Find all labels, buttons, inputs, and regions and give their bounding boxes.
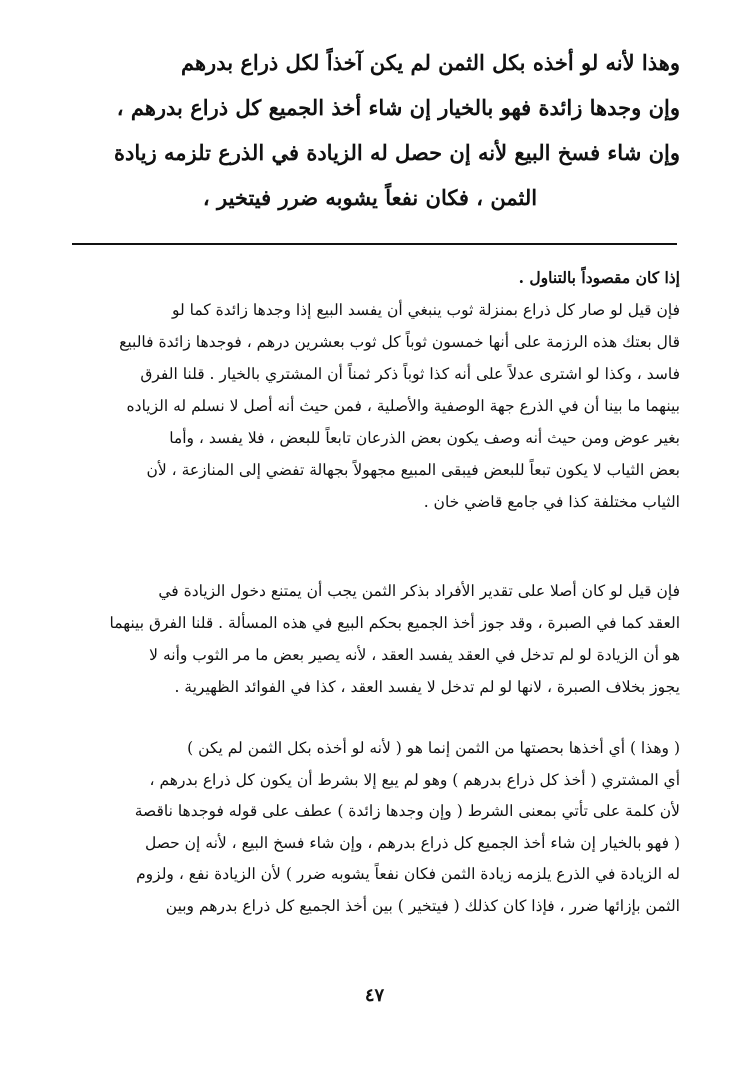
main-text-line: وإن شاء فسخ البيع لأنه إن حصل له الزيادة في الذرع تلزمه زيادة [113,140,680,165]
commentary-line: الثياب مختلفة كذا في جامع قاضي خان . [423,493,680,511]
commentary-line: بينهما ما بينا أن في الذرع جهة الوصفية والأصلية ، فمن حيث أنه أصل لا نسلم له الزياده [126,397,680,415]
commentary-line: الثمن بإزائها ضرر ، فإذا كان كذلك ( فيتخير ) بين أخذ الجميع كل ذراع بدرهم وبين [165,896,680,915]
commentary-line: بغير عوض ومن حيث أنه وصف يكون بعض الذرعان تابعاً للبعض ، فلا يفسد ، وأما [169,429,680,447]
commentary-line: يجوز بخلاف الصبرة ، لانها لو لم تدخل لا يفسد العقد ، كذا في الفوائد الظهيرية . [174,678,680,696]
main-text-line: وإن وجدها زائدة فهو بالخيار إن شاء أخذ الجميع كل ذراع بدرهم ، [116,95,680,120]
page-number: ٤٧ [364,985,385,1006]
commentary-line: ( فهو بالخيار إن شاء أخذ الجميع كل ذراع بدرهم ، وإن شاء فسخ البيع ، لأنه إن حصل [144,833,680,852]
commentary-line: هو أن الزيادة لو لم تدخل في العقد يفسد العقد ، لأنه يصير بعض ما مر الثوب وأنه لا [149,646,680,664]
commentary-line: ( وهذا ) أي أخذها بحصتها من الثمن إنما هو ( لأنه لو أخذه بكل الثمن لم يكن ) [187,739,680,757]
main-text-line: وهذا لأنه لو أخذه بكل الثمن لم يكن آخذاً لكل ذراع بدرهم [181,50,680,75]
commentary-paragraph-3 [60,733,680,922]
commentary-line: له الزيادة في الذرع يلزمه زيادة الثمن فكان نفعاً يشوبه ضرر ) لأن الزيادة نفع ، ولزوم [136,865,680,883]
commentary-line: فإن قيل لو صار كل ذراع بمنزلة ثوب ينبغي أن يفسد البيع إذا وجدها زائدة كما لو [171,301,680,319]
commentary-line: إذا كان مقصوداً بالتناول . [518,268,680,287]
commentary-line: فاسد ، وكذا لو اشترى عدلاً على أنه كذا ثوباً ذكر ثمناً أن المشتري بالخيار . قلنا الفرق [140,365,680,383]
section-divider [72,243,677,245]
commentary-line: فإن قيل لو كان أصلا على تقدير الأفراد بذكر الثمن يجب أن يمتنع دخول الزيادة في [158,582,680,600]
commentary-line: العقد كما في الصبرة ، وقد جوز أخذ الجميع بحكم البيع في هذه المسألة . قلنا الفرق بينهما [109,614,680,632]
commentary-paragraph-1 [60,262,680,518]
main-text-line: الثمن ، فكان نفعاً يشوبه ضرر فيتخير ، [202,185,538,210]
main-text-block [60,40,680,220]
commentary-line: أي المشتري ( أخذ كل ذراع بدرهم ) وهو لم يبع إلا بشرط أن يكون كل ذراع بدرهم ، [149,770,680,789]
commentary-line: بعض الثياب لا يكون تبعاً للبعض فيبقى المبيع مجهولاً بجهالة تفضي إلى المنازعة ، لأن [146,461,680,479]
commentary-line: قال بعتك هذه الرزمة على أنها خمسون ثوباً كل ثوب بعشرين درهم ، فوجدها زائدة فالبيع [119,333,680,351]
commentary-line: لأن كلمة على تأتي بمعنى الشرط ( وإن وجدها زائدة ) عطف على قوله فوجدها ناقصة [134,802,680,820]
commentary-paragraph-2 [60,575,680,703]
